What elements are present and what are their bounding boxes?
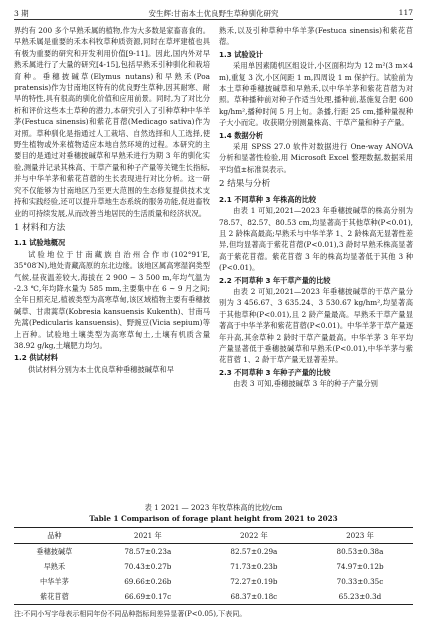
table-cell: 紫花苜蓿 bbox=[14, 589, 95, 605]
table-cell: 早熟禾 bbox=[43, 561, 66, 571]
table-1 bbox=[14, 502, 413, 620]
header-cell: 2023 年 bbox=[307, 528, 413, 544]
table-cell: 80.53±0.38a bbox=[336, 547, 384, 556]
header-rule bbox=[14, 19, 413, 20]
header-cell: 品种 bbox=[14, 528, 95, 544]
table-cell: 66.69±0.17c bbox=[95, 589, 201, 605]
table-cell: 69.66±0.26b bbox=[124, 577, 172, 586]
table-cell: 70.43±0.27b bbox=[124, 562, 172, 571]
table-cell: 72.27±0.19b bbox=[230, 577, 278, 586]
table-note: 注:不同小写字母表示相同年份不同品种指标间差异显著(P<0.05),下表同。 bbox=[14, 610, 247, 618]
header-cell: 2021 年 bbox=[95, 528, 201, 544]
paragraph: 采用 SPSS 27.0 软件对数据进行 One-way ANOVA 分析和显著性检验,用 Microsoft Excel 整理数据,数据采用平均值±标准误表示。 bbox=[219, 142, 413, 174]
section-heading: 1 材料和方法 bbox=[14, 222, 66, 233]
subsection-heading: 1.2 供试材料 bbox=[14, 353, 58, 363]
table-cell: 中华羊茅 bbox=[40, 576, 69, 586]
table-row bbox=[14, 559, 413, 574]
table-caption-cn: 表 1 2021 — 2023 年牧草株高的比较/cm bbox=[144, 503, 283, 512]
subsection-heading: 2.2 不同草种 3 年干草产量的比较 bbox=[219, 275, 331, 285]
table-cell: 垂穗披碱草 bbox=[36, 546, 73, 556]
right-column bbox=[219, 25, 413, 390]
paragraph: 由表 2 可知,2021—2023 年垂穗披碱草的干草产量分别为 3 456.67、3 635.24、3 530.67 kg/hm²,均显著高于其他草种(P<0.01),且 2 龄产量最高。早熟禾干草产量显著高于中华羊茅和紫花苜蓿(P<0.01)。中华羊茅干草产量逐年升高,其余草种 2 龄时干草产量最高。中华羊茅 3 年平均产量显著低于垂穗披碱草和早熟禾(P<0.01),中华羊茅与紫花苜蓿 1、2 龄干草产量无显著差异。 bbox=[219, 286, 413, 365]
subsection-heading: 1.4 数据分析 bbox=[219, 130, 263, 140]
paragraph: 由表 3 可知,垂穗披碱草 3 年的种子产量分别 bbox=[233, 379, 378, 389]
table-cell: 74.97±0.12b bbox=[336, 562, 384, 571]
table-caption-en: Table 1 Comparison of forage plant height from 2021 to 2023 bbox=[89, 514, 338, 523]
subsection-heading: 1.3 试验设计 bbox=[219, 49, 263, 59]
section-heading: 2 结果与分析 bbox=[219, 179, 271, 190]
issue-label: 3 期 bbox=[14, 9, 29, 18]
paragraph: 采用单因素随机区组设计,小区面积均为 12 m²(3 m×4 m),重复 3 次,小区间距 1 m,四周设 1 m 保护行。试验前为本土草种垂穗披碱草和早熟禾,以中华羊茅和紫花苜蓿为对照。草种播种前对种子作适当处理,播种前,基施复合肥 600 kg/hm²,播种时间 5 月上旬。条播,行距 25 cm,播种量视种子大小而定。收获期分别测量株高、干草产量和种子产量。 bbox=[219, 61, 413, 128]
page-number: 117 bbox=[398, 8, 413, 17]
running-title: 安生辉:甘南本土优良野生草种驯化研究 bbox=[148, 9, 279, 18]
table-row bbox=[14, 574, 413, 589]
subsection-heading: 2.1 不同草种 3 年株高的比较 bbox=[219, 194, 317, 204]
table-row bbox=[14, 544, 413, 560]
subsection-heading: 2.3 不同草种 3 年种子产量的比较 bbox=[219, 367, 331, 377]
table-cell: 78.57±0.23a bbox=[124, 547, 172, 556]
paragraph: 界约有 200 多个早熟禾属的植物,作为大多数是家畜喜食的。早熟禾属是重要的禾本科牧草种质资源,同时在草坪建植也具有极为重要的研究和开发利用价值[9-11]。因此,国内外对早熟禾属进行了大量的研究[4-15],包括早熟禾引种驯化和栽培育种。垂穗披碱草(Elymus nutans)和早熟禾(Poa pratensis)作为甘南地区特有的优良野生草种,因其耐寒、耐旱的特性,具有很高的驯化价值和应用前景。同时,为了对比分析和评价这些本土草种的潜力,本研究引入了引种草种中华羊茅(Festuca sinensis)和紫花苜蓿(Medicago sativa)作为对照。草种驯化是指通过人工栽培、自然选择和人工选择,使野生植物或外来植物适应本地自然环境的过程。本研究的主要目的是通过对垂穗披碱草和早熟禾进行为期 3 年的驯化实验,测量并记录其株高、干草产量和种子产量等关键生长指标,并与中华羊茅和紫花苜蓿的生长表现进行对比分析。这一研究不仅能够为甘南地区乃至更大范围的生态修复提供技术支持和实践经验,还可以提升草地生态系统的服务功能,促进畜牧业的可持续发展,从而改善当地居民的生活质量和经济状况。 bbox=[14, 26, 211, 218]
paragraph: 试验地位于甘南藏族自治州合作市(102°91′E, 35°08′N),地处青藏高原的东北边缘。该地区属高寒湿润类型气候,昼夜温差较大,海拔在 2 900 ~ 3 500 m,年均气温为 -2.3 ℃,年均降水量为 585 mm,主要集中在 6 ~ 9 月之间;全年日照充足,植被类型为高寒草甸,该区域植物主要有垂穗披碱草、甘肃蒿草(Kobresia kansuensis Kukenth)、甘南马先蒿(Pedicularis kansuensis)、野豌豆(Vicia sepium)等上百种。试验地土壤类型为高寒草甸土,土壤有机质含量 38.92 g/kg,土壤肥力均匀。 bbox=[14, 249, 210, 350]
table-cell: 68.37±0.18c bbox=[201, 589, 307, 605]
table-cell: 71.73±0.23b bbox=[230, 562, 278, 571]
subsection-heading: 1.1 试验地概况 bbox=[14, 238, 66, 248]
left-column bbox=[14, 25, 210, 375]
paragraph: 供试材料分别为本土优良草种垂穗披碱草和早 bbox=[28, 364, 174, 374]
table-cell: 65.23±0.3d bbox=[307, 589, 413, 605]
paragraph: 由表 1 可知,2021—2023 年垂穗披碱草的株高分别为 78.57、82.57、80.53 cm,均显著高于其他草种(P<0.01),且 2 龄株高最高;早熟禾与中华羊茅 1、2 龄株高无显著性差异,但均显著高于紫花苜蓿(P<0.01),3 龄时早熟禾株高显著高于紫花苜蓿。紫花苜蓿 3 年的株高均显著低于其他 3 种(P<0.01)。 bbox=[219, 206, 413, 273]
running-header bbox=[14, 6, 413, 20]
table-row bbox=[14, 589, 413, 605]
header-cell: 2022 年 bbox=[201, 528, 307, 544]
table-header-row bbox=[14, 528, 413, 544]
plant-height-table bbox=[14, 527, 413, 605]
table-cell: 70.33±0.35c bbox=[336, 577, 384, 586]
table-cell: 82.57±0.29a bbox=[230, 547, 278, 556]
paragraph: 熟禾,以及引种草种中华羊茅(Festuca sinensis)和紫花苜蓿。 bbox=[219, 26, 413, 47]
